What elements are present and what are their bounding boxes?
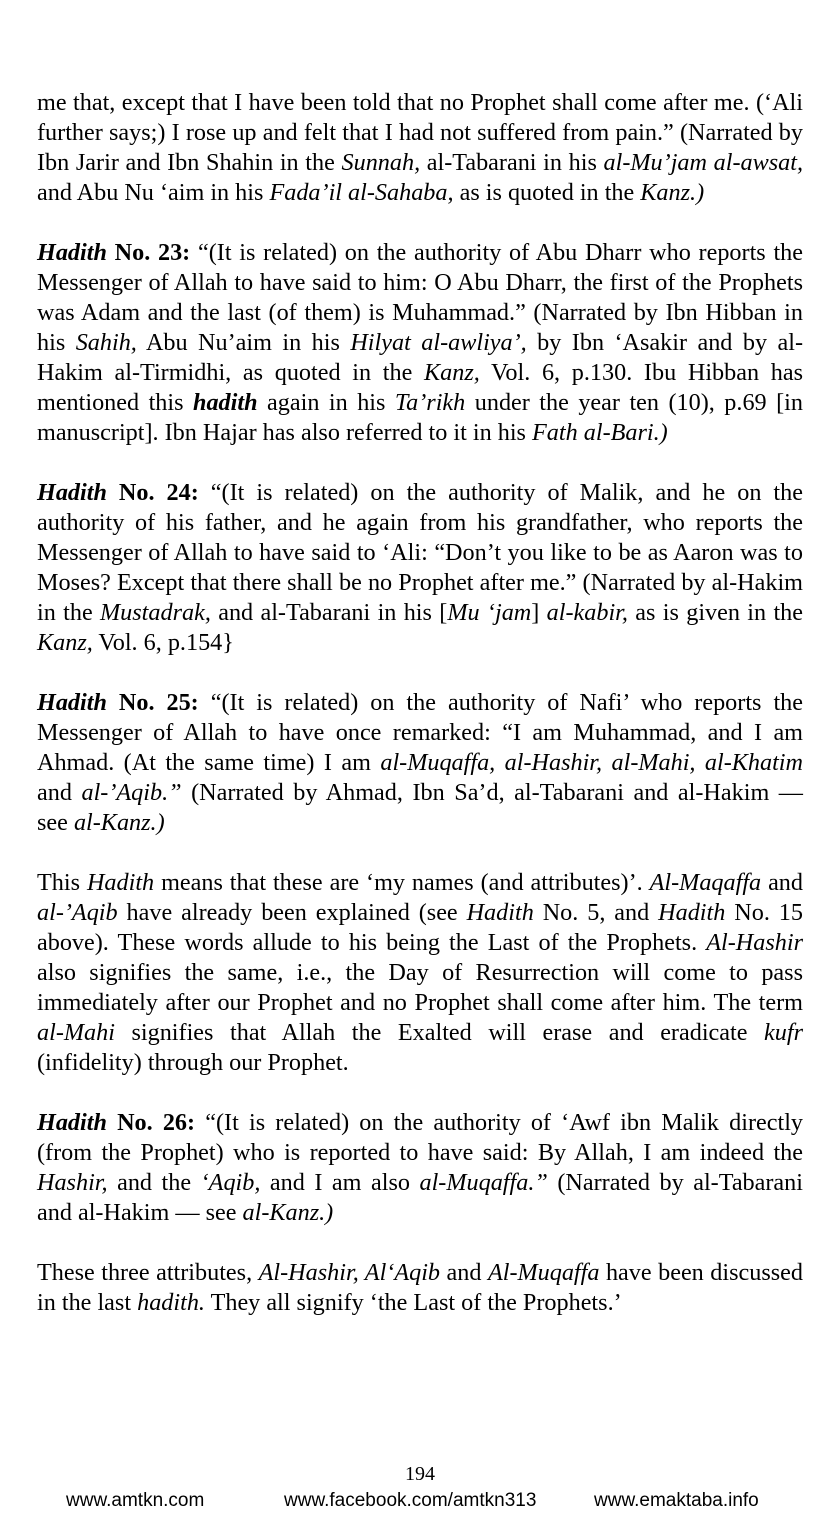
paragraph-explanation: This Hadith means that these are ‘my names (and attributes)’. Al-Maqaffa and al-’Aqib have already been explained (see Hadith No. 5, and Hadith No. 15 above). These words allude to his being the Last of the Prophets. Al-Hashir also signifies the same, i.e., the Day of Resurrection will come to pass immediately after our Prophet and no Prophet shall come after him. The term al-Mahi signifies that Allah the Exalted will erase and eradicate kufr (infidelity) through our Prophet. xyxy=(37,869,803,1076)
paragraph-hadith-23: Hadith No. 23: “(It is related) on the authority of Abu Dharr who reports the Messenger of Allah to have said to him: O Abu Dharr, the first of the Prophets was Adam and the last (of them) is Muhammad.” (Narrated by Ibn Hibban in his Sahih, Abu Nu’aim in his Hilyat al-awliya’, by Ibn ‘Asakir and by al-Hakim al-Tirmidhi, as quoted in the Kanz, Vol. 6, p.130. Ibu Hibban has mentioned this hadith again in his Ta’rikh under the year ten (10), p.69 [in manuscript]. Ibn Hajar has also referred to it in his Fath al-Bari.) xyxy=(37,239,803,446)
paragraph-continuation: me that, except that I have been told that no Prophet shall come after me. (‘Ali further says;) I rose up and felt that I had not suffered from pain.” (Narrated by Ibn Jarir and Ibn Shahin in the Sunnah, al-Tabarani in his al-Mu’jam al-awsat, and Abu Nu ‘aim in his Fada’il al-Sahaba, as is quoted in the Kanz.) xyxy=(37,89,803,206)
paragraph-conclusion: These three attributes, Al-Hashir, Al‘Aqib and Al-Muqaffa have been discussed in the last hadith. They all signify ‘the Last of the Prophets.’ xyxy=(37,1259,803,1316)
paragraph-hadith-24: Hadith No. 24: “(It is related) on the authority of Malik, and he on the authority of his father, and he again from his grandfather, who reports the Messenger of Allah to have said to ‘Ali: “Don’t you like to be as Aaron was to Moses? Except that there shall be no Prophet after me.” (Narrated by al-Hakim in the Mustadrak, and al-Tabarani in his [Mu ‘jam] al-kabir, as is given in the Kanz, Vol. 6, p.154} xyxy=(37,479,803,656)
page-number: 194 xyxy=(405,1463,435,1485)
page-body xyxy=(37,88,803,1348)
footer-link-facebook[interactable]: www.facebook.com/amtkn313 xyxy=(284,1490,537,1511)
footer-link-emaktaba[interactable]: www.emaktaba.info xyxy=(594,1490,759,1511)
paragraph-hadith-26: Hadith No. 26: “(It is related) on the authority of ‘Awf ibn Malik directly (from the Prophet) who is reported to have said: By Allah, I am indeed the Hashir, and the ‘Aqib, and I am also al-Muqaffa.” (Narrated by al-Tabarani and al-Hakim — see al-Kanz.) xyxy=(37,1109,804,1226)
paragraph-hadith-25: Hadith No. 25: “(It is related) on the authority of Nafi’ who reports the Messenger of Allah to have once remarked: “I am Muhammad, and I am Ahmad. (At the same time) I am al-Muqaffa, al-Hashir, al-Mahi, al-Khatim and al-’Aqib.” (Narrated by Ahmad, Ibn Sa’d, al-Tabarani and al-Hakim — see al-Kanz.) xyxy=(37,689,803,836)
footer-link-amtkn[interactable]: www.amtkn.com xyxy=(66,1490,205,1511)
